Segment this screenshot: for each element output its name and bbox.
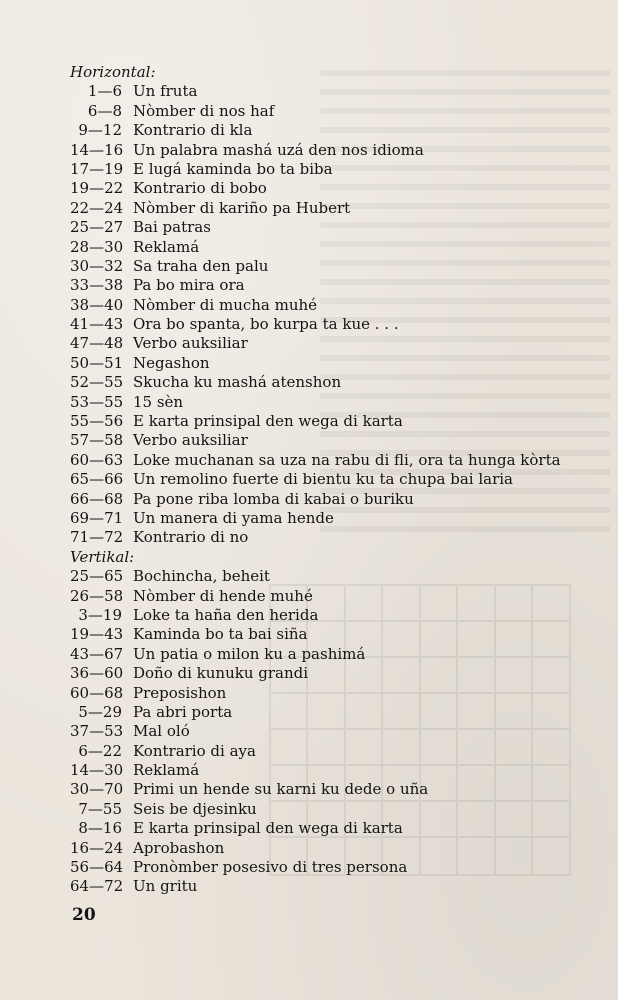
clue-text: Un patia o milon ku a pashimá [133,644,366,663]
clue-row [70,509,600,528]
clue-number: 25—27 [70,218,124,237]
clue-row [70,645,600,664]
clue-row [70,315,600,334]
clue-row [70,742,600,761]
clue-text: Un manera di yama hende [133,508,334,527]
clue-text: Seis be djesinku [133,799,257,818]
clue-number: 16—24 [70,838,124,857]
clue-text: Un fruta [133,82,198,101]
clue-number: 69—71 [70,508,124,527]
clue-text: Bai patras [133,218,211,237]
clue-row [70,354,600,373]
vertical-heading: Vertikal: [70,547,135,566]
clue-text: Loke ta haña den herida [133,605,319,624]
clue-row [70,218,600,237]
clue-row [70,393,600,412]
clue-number: 57—58 [70,431,124,450]
clue-number: 38—40 [70,295,124,314]
clue-row [70,276,600,295]
clue-number: 47—48 [70,334,124,353]
clue-row [70,722,600,741]
clue-number: 36—60 [70,664,124,683]
clue-row [70,625,600,644]
clue-number: 6—8 [87,101,122,120]
clue-number: 71—72 [70,528,124,547]
clue-row [70,257,600,276]
clue-text: Un gritu [133,877,198,896]
clue-text: 15 sèn [133,392,184,411]
clue-number: 37—53 [70,722,124,741]
clue-text: Primi un hende su karni ku dede o uña [133,780,429,799]
clue-number: 28—30 [70,237,124,256]
page-number: 20 [72,905,96,925]
horizontal-heading: Horizontal: [70,63,156,81]
clue-row [70,858,600,877]
clue-number: 30—32 [70,256,124,275]
clue-text: Preposishon [133,683,227,702]
clue-text: Pa bo mira ora [133,276,245,295]
clue-text: Reklamá [133,761,200,780]
clue-number: 25—65 [70,567,124,586]
clue-row [70,179,600,198]
clue-text: Kontrario di kla [133,121,253,140]
clue-text: Sa traha den palu [133,256,269,275]
clue-number: 60—63 [70,450,124,469]
clue-row [70,431,600,450]
clue-row [70,470,600,489]
clue-text: Pronòmber posesivo di tres persona [133,858,408,877]
clue-number: 64—72 [70,877,124,896]
clue-row [70,606,600,625]
clue-row [70,121,600,140]
clue-row [70,839,600,858]
clue-number: 19—22 [70,179,124,198]
clue-row [70,703,600,722]
clue-text: E karta prinsipal den wega di karta [133,412,403,431]
clue-row [70,102,600,121]
clue-number: 26—58 [70,586,124,605]
clue-text: Bochincha, beheit [133,567,270,586]
clue-text: Doño di kunuku grandi [133,664,309,683]
clue-text: Reklamá [133,237,200,256]
clue-row [70,761,600,780]
clue-row [70,528,600,547]
clue-text: Skucha ku mashá atenshon [133,373,342,392]
clue-text: E lugá kaminda bo ta biba [133,159,333,178]
horizontal-clue-list [70,82,600,547]
clue-row [70,877,600,896]
clue-row [70,238,600,257]
clue-text: Nòmber di nos haf [133,101,275,120]
clue-text: Un remolino fuerte di bientu ku ta chupa bai laria [133,470,513,489]
clue-number: 14—16 [70,140,124,159]
clue-number: 60—68 [70,683,124,702]
clue-number: 43—67 [70,644,124,663]
clue-number: 41—43 [70,315,124,334]
clue-text: Loke muchanan sa uza na rabu di fli, ora ta hunga kòrta [133,450,561,469]
clue-number: 1—6 [87,82,122,101]
clue-text: Kontrario di bobo [133,179,267,198]
clue-row [70,451,600,470]
clue-row [70,199,600,218]
crossword-clues [70,63,600,897]
clue-text: E karta prinsipal den wega di karta [133,819,403,838]
clue-number: 55—56 [70,412,124,431]
clue-number: 56—64 [70,858,124,877]
clue-text: Pa abri porta [133,702,233,721]
clue-text: Verbo auksiliar [133,431,248,450]
clue-number: 30—70 [70,780,124,799]
clue-row [70,780,600,799]
clue-row [70,490,600,509]
clue-text: Nòmber di hende muhé [133,586,313,605]
clue-text: Kaminda bo ta bai siña [133,625,308,644]
clue-row [70,141,600,160]
clue-number: 5—29 [78,702,122,721]
clue-text: Nòmber di kariño pa Hubert [133,198,351,217]
clue-text: Mal oló [133,722,190,741]
clue-number: 53—55 [70,392,124,411]
clue-number: 22—24 [70,198,124,217]
clue-text: Kontrario di no [133,528,249,547]
clue-row [70,373,600,392]
clue-number: 7—55 [78,799,122,818]
clue-text: Kontrario di aya [133,741,256,760]
clue-text: Pa pone riba lomba di kabai o buriku [133,489,414,508]
clue-number: 50—51 [70,353,124,372]
clue-number: 33—38 [70,276,124,295]
clue-number: 66—68 [70,489,124,508]
clue-number: 9—12 [78,121,122,140]
clue-number: 8—16 [78,819,122,838]
clue-row [70,664,600,683]
clue-text: Un palabra mashá uzá den nos idioma [133,140,424,159]
clue-number: 65—66 [70,470,124,489]
clue-row [70,567,600,586]
clue-row [70,296,600,315]
clue-row [70,684,600,703]
clue-number: 19—43 [70,625,124,644]
clue-text: Ora bo spanta, bo kurpa ta kue . . . [133,315,399,334]
clue-text: Nòmber di mucha muhé [133,295,318,314]
clue-number: 52—55 [70,373,124,392]
clue-number: 3—19 [78,605,122,624]
clue-row [70,82,600,101]
clue-row [70,587,600,606]
clue-text: Negashon [133,353,210,372]
clue-text: Aprobashon [133,838,225,857]
clue-row [70,160,600,179]
clue-number: 17—19 [70,159,124,178]
clue-text: Verbo auksiliar [133,334,248,353]
vertical-clue-list [70,567,600,897]
clue-row [70,334,600,353]
clue-row [70,819,600,838]
clue-row [70,800,600,819]
clue-number: 6—22 [78,741,122,760]
clue-row [70,412,600,431]
clue-number: 14—30 [70,761,124,780]
